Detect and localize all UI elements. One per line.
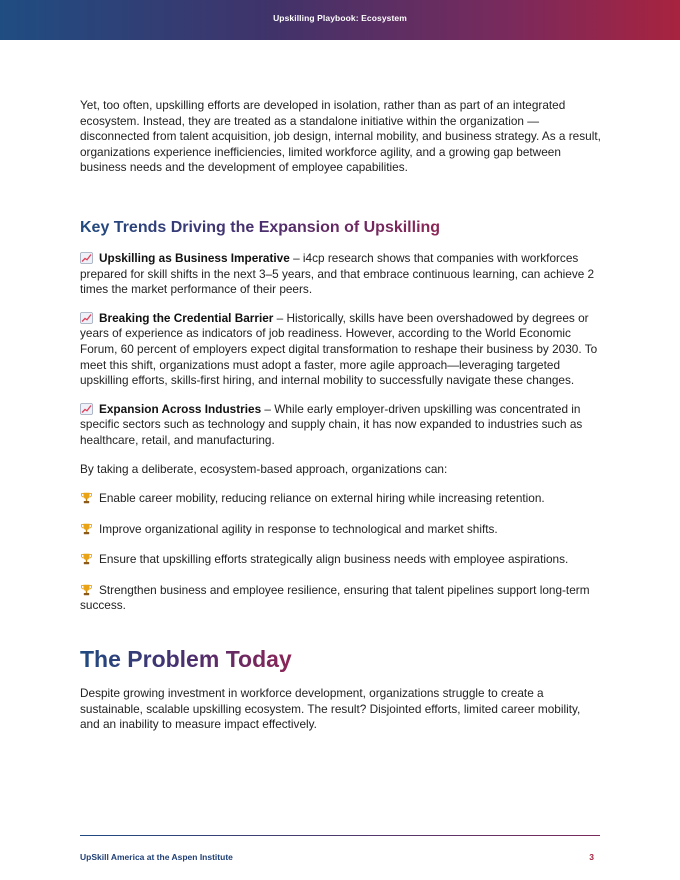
approach-list: [80, 491, 602, 614]
trophy-icon: [80, 523, 93, 535]
header-title: Upskilling Playbook: Ecosystem: [273, 13, 407, 23]
chart-increasing-icon: [80, 312, 93, 324]
chart-increasing-icon: [80, 403, 93, 415]
approach-text: Ensure that upskilling efforts strategically align business needs with employee aspirations.: [99, 552, 569, 567]
trend-item: [80, 251, 602, 298]
trend-body: – Historically, skills have been overshadowed by degrees or years of experience as indicators of job readiness. However, according to the World Economic Forum, 60 percent of employers expect digital transformation to reshape their business by 2030. To meet this shift, organizations must adopt a faster, more agile approach—leveraging targeted upskilling efforts, skills-first hiring, and internal mobility to successfully navigate these changes.: [80, 310, 598, 388]
approach-item: [80, 491, 602, 507]
intro-paragraph: Yet, too often, upskilling efforts are developed in isolation, rather than as part of an integrated ecosystem. Instead, they are treated as a standalone initiative within the organization — disconnected from talent acquisition, job design, internal mobility, and business strategy. As a result, organizations experience inefficiencies, limited workforce agility, and a growing gap between business needs and the development of employee capabilities.: [80, 98, 601, 175]
trophy-icon: [80, 492, 93, 504]
problem-paragraph: Despite growing investment in workforce development, organizations struggle to create a sustainable, scalable upskilling ecosystem. The result? Disjointed efforts, limited career mobility, and an inability to measure impact effectively.: [80, 686, 581, 732]
trends-heading: Key Trends Driving the Expansion of Upskilling: [80, 218, 441, 236]
approach-lead: By taking a deliberate, ecosystem-based approach, organizations can:: [80, 461, 448, 476]
problem-heading-wrap: [80, 644, 602, 674]
header-bar: [0, 0, 680, 40]
approach-text: Enable career mobility, reducing reliance on external hiring while increasing retention.: [99, 491, 545, 506]
trend-body: – While early employer-driven upskilling was concentrated in specific sectors such as technology and supply chain, it has now expanded to industries such as healthcare, retail, and manufacturing.: [80, 401, 583, 447]
approach-text: Strengthen business and employee resilience, ensuring that talent pipelines support long-term success.: [80, 582, 590, 613]
chart-increasing-icon: [80, 252, 93, 264]
trend-item: [80, 402, 602, 449]
trophy-icon: [80, 553, 93, 565]
footer-org: UpSkill America at the Aspen Institute: [80, 852, 233, 862]
page-content: [80, 98, 602, 733]
trend-item: [80, 311, 602, 389]
trend-title: Breaking the Credential Barrier: [99, 310, 274, 325]
trophy-icon: [80, 584, 93, 596]
trend-body: – i4cp research shows that companies with workforces prepared for skill shifts in the next 3–5 years, and that embrace continuous learning, can achieve 2 times the market performance of their peers.: [80, 250, 595, 297]
trend-title: Upskilling as Business Imperative: [99, 250, 290, 265]
footer-divider: [80, 835, 600, 836]
approach-item: [80, 583, 602, 614]
approach-item: [80, 552, 602, 568]
trend-title: Expansion Across Industries: [99, 401, 262, 416]
problem-heading: The Problem Today: [80, 646, 292, 673]
page-number: 3: [589, 852, 594, 862]
trends-section: [80, 218, 602, 449]
approach-text: Improve organizational agility in response to technological and market shifts.: [99, 521, 498, 536]
approach-item: [80, 522, 602, 538]
